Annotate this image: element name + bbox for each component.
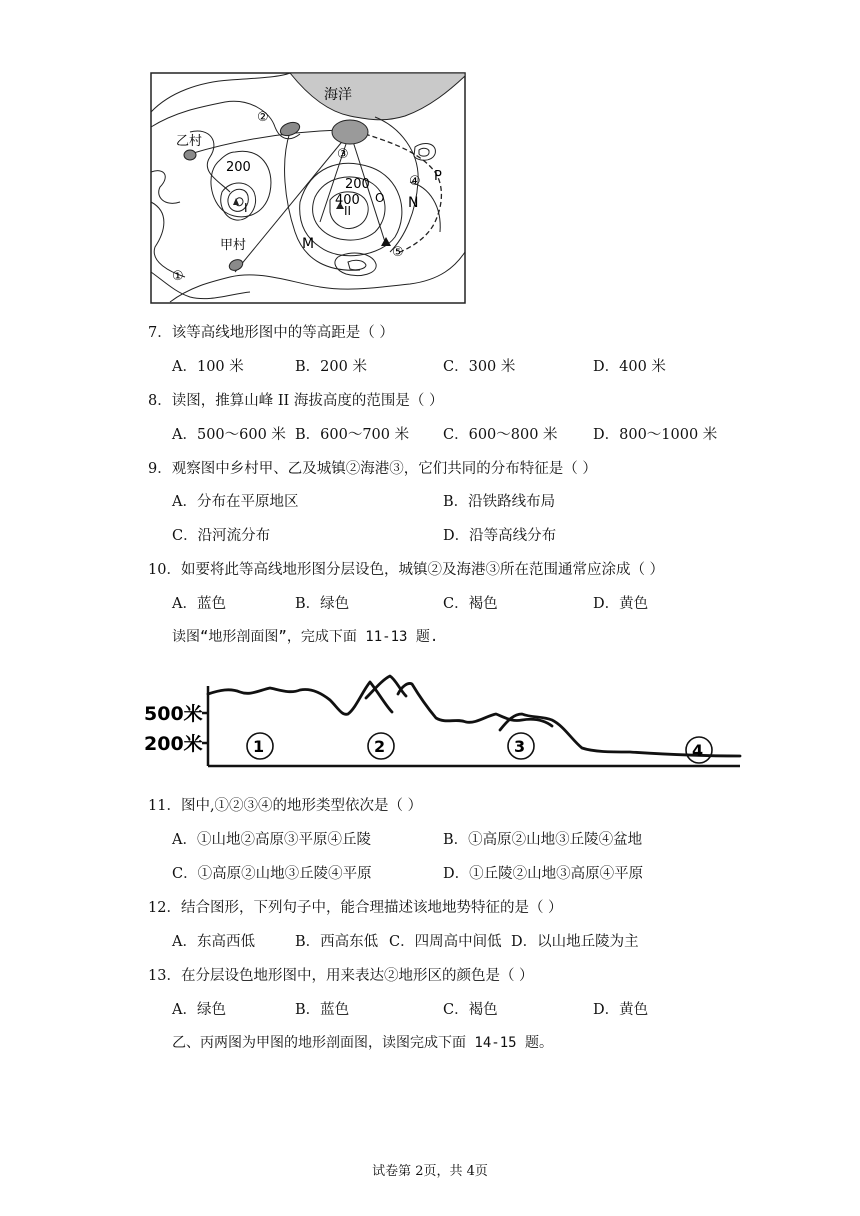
q9-option-b[interactable]: B．沿铁路线布局 <box>443 494 556 510</box>
q7-option-a[interactable]: A．100 米 <box>172 359 244 375</box>
q8-option-d[interactable]: D．800～1000 米 <box>593 427 718 443</box>
question-12: 12．结合图形，下列句子中，能合理描述该地地势特征的是（ ） <box>148 900 563 916</box>
q11-option-c[interactable]: C．①高原②山地③丘陵④平原 <box>172 866 372 882</box>
q10-option-a[interactable]: A．蓝色 <box>172 596 226 612</box>
label-O: O <box>375 191 385 205</box>
question-13: 13．在分层设色地形图中，用来表达②地形区的颜色是（ ） <box>148 968 534 984</box>
label-400: 400 <box>335 193 360 208</box>
label-200m: 200米 <box>144 733 203 755</box>
ocean-label: 海洋 <box>324 87 352 103</box>
terrain-profile <box>140 668 746 774</box>
q7-option-d[interactable]: D．400 米 <box>593 359 666 375</box>
label-marker-5: ⑤ <box>392 245 404 260</box>
contour-map <box>150 72 466 304</box>
label-peak-I: I <box>244 201 248 215</box>
label-P: P <box>434 169 442 184</box>
label-village-yi: 乙村 <box>176 134 203 149</box>
section-note-14-15: 乙、丙两图为甲图的地形剖面图，读图完成下面 14-15 题。 <box>172 1035 553 1051</box>
profile-marker-2: 2 <box>374 737 386 756</box>
q13-option-b[interactable]: B．蓝色 <box>295 1002 350 1018</box>
q11-option-d[interactable]: D．①丘陵②山地③高原④平原 <box>443 866 644 882</box>
q10-option-b[interactable]: B．绿色 <box>295 596 350 612</box>
label-village-jia: 甲村 <box>220 238 247 253</box>
q12-option-d[interactable]: D．以山地丘陵为主 <box>511 934 639 950</box>
q11-option-b[interactable]: B．①高原②山地③丘陵④盆地 <box>443 832 643 848</box>
profile-marker-3: 3 <box>514 737 526 756</box>
q10-option-c[interactable]: C．褐色 <box>443 596 498 612</box>
label-M: M <box>302 236 315 252</box>
port-3 <box>332 120 368 144</box>
page-footer: 试卷第 2页，共 4页 <box>372 1164 488 1179</box>
label-marker-1: ① <box>172 269 184 284</box>
label-N: N <box>408 195 419 211</box>
village-yi-spot <box>184 150 196 160</box>
label-marker-3: ③ <box>337 147 349 162</box>
label-500m: 500米 <box>144 703 203 725</box>
q12-option-a[interactable]: A．东高西低 <box>172 934 255 950</box>
question-7: 7．该等高线地形图中的等高距是（ ） <box>148 325 394 341</box>
q13-option-d[interactable]: D．黄色 <box>593 1002 649 1018</box>
q9-option-c[interactable]: C．沿河流分布 <box>172 528 271 544</box>
q12-option-c[interactable]: C．四周高中间低 <box>389 934 502 950</box>
q8-option-c[interactable]: C．600～800 米 <box>443 427 558 443</box>
q12-option-b[interactable]: B．西高东低 <box>295 934 379 950</box>
q8-option-a[interactable]: A．500～600 米 <box>172 427 286 443</box>
label-peak-II: II <box>344 204 352 218</box>
label-200-right: 200 <box>345 177 370 192</box>
profile-marker-4: 4 <box>692 741 704 760</box>
q13-option-c[interactable]: C．褐色 <box>443 1002 498 1018</box>
q7-option-b[interactable]: B．200 米 <box>295 359 367 375</box>
question-8: 8．读图，推算山峰 II 海拔高度的范围是（ ） <box>148 393 444 409</box>
profile-marker-1: 1 <box>253 737 265 756</box>
q9-option-a[interactable]: A．分布在平原地区 <box>172 494 299 510</box>
question-9: 9．观察图中乡村甲、乙及城镇②海港③，它们共同的分布特征是（ ） <box>148 461 597 477</box>
q7-option-c[interactable]: C．300 米 <box>443 359 516 375</box>
q8-option-b[interactable]: B．600～700 米 <box>295 427 410 443</box>
q11-option-a[interactable]: A．①山地②高原③平原④丘陵 <box>172 832 371 848</box>
q9-option-d[interactable]: D．沿等高线分布 <box>443 528 557 544</box>
q10-option-d[interactable]: D．黄色 <box>593 596 649 612</box>
q13-option-a[interactable]: A．绿色 <box>172 1002 226 1018</box>
label-200-left: 200 <box>226 160 251 175</box>
label-marker-4: ④ <box>409 174 421 189</box>
label-marker-2: ② <box>257 110 269 125</box>
section-note-11-13: 读图“地形剖面图”，完成下面 11-13 题. <box>172 629 439 645</box>
question-10: 10．如要将此等高线地形图分层设色，城镇②及海港③所在范围通常应涂成（ ） <box>148 562 665 578</box>
question-11: 11．图中,①②③④的地形类型依次是（ ） <box>148 798 423 814</box>
